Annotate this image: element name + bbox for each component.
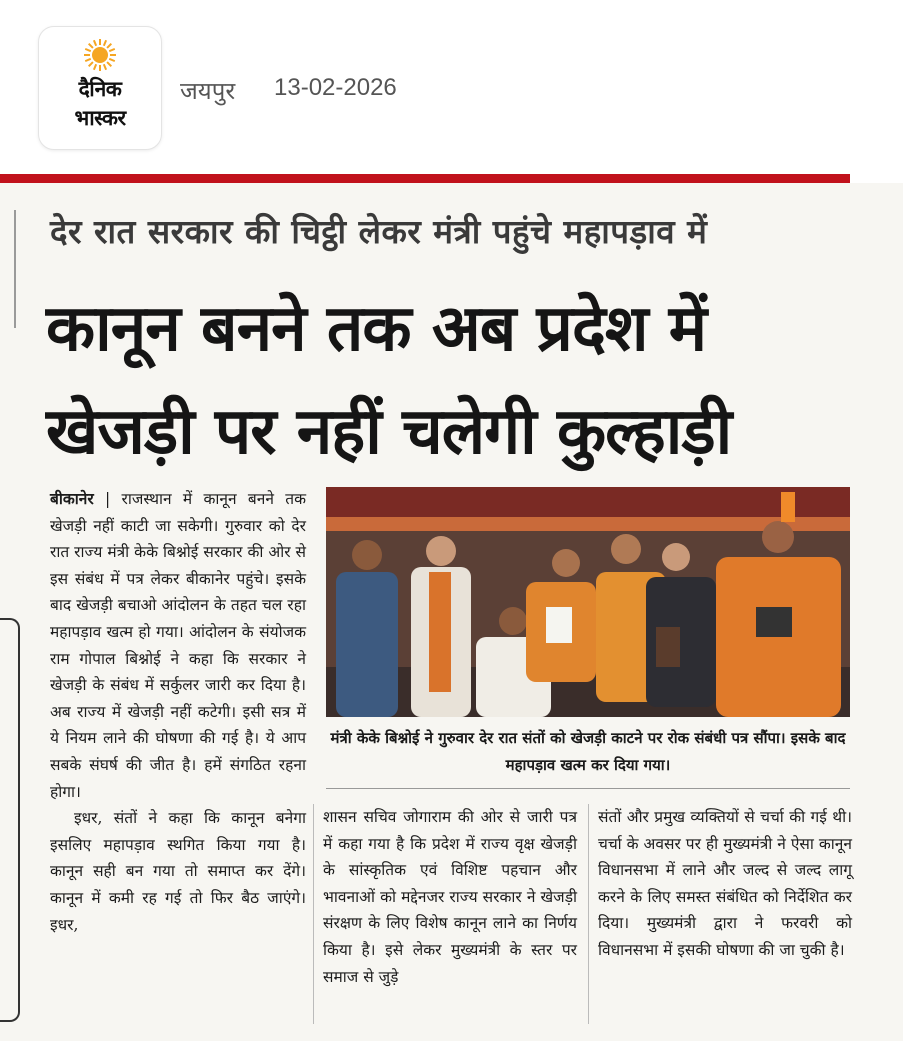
logo-text-dainik: दैनिक (78, 77, 122, 101)
article-column-3: संतों और प्रमुख व्यक्तियों से चर्चा की गई थी। चर्चा के अवसर पर ही मुख्यमंत्री ने ऐसा कानून विधानसभा में लाने और जल्द से जल्द लागू करने के लिए समस्त संबंधित को निर्देशित कर दिया। मुख्यमंत्री द्वारा ने फरवरी को विधानसभा में इसकी घोषणा की जा चुकी है। (598, 808, 852, 959)
article-headline-line1: कानून बनने तक अब प्रदेश में (46, 292, 707, 366)
news-photo (326, 487, 850, 717)
column-divider-1 (313, 804, 314, 1024)
article-column-1 (50, 486, 306, 938)
column1-paragraph2: इधर, संतों ने कहा कि कानून बनेगा इसलिए महापड़ाव स्थगित किया गया है। कानून सही बन गया तो समाप्त कर देंगे। कानून में कमी रह गई तो फिर बैठ जाएंगे। इधर, (50, 809, 306, 934)
article-dateline: बीकानेर (50, 490, 94, 508)
photo-caption: मंत्री केके बिश्नोई ने गुरुवार देर रात संतों को खेजड़ी काटने पर रोक संबंधी पत्र सौंपा। इसके बाद महापड़ाव खत्म कर दिया गया। (330, 729, 846, 774)
header-red-rule (0, 174, 850, 183)
column1-paragraph1: राजस्थान में कानून बनने तक खेजड़ी नहीं काटी जा सकेगी। गुरुवार को देर रात राज्य मंत्री केके बिश्नोई सरकार की ओर से इस संबंध में पत्र लेकर बीकानेर पहुंचे। इसके बाद खेजड़ी बचाओ आंदोलन के तहत चल रहा महापड़ाव खत्म हो गया। आंदोलन के संयोजक राम गोपाल बिश्नोई ने कहा कि सरकार ने खेजड़ी के संबंध में सर्कुलर जारी कर दिया है। अब राज्य में खेजड़ी नहीं कटेगी। इसी सत्र में ये नियम लाने की घोषणा की गई है। ये आप सबके संघर्ष की जीत है। हमें संगठित रहना होगा। (50, 490, 306, 801)
app-header (0, 0, 903, 170)
news-photo-illustration (326, 487, 850, 717)
article-column-2: शासन सचिव जोगाराम की ओर से जारी पत्र में कहा गया है कि प्रदेश में राज्य वृक्ष खेजड़ी के सांस्कृतिक एवं विशिष्ट पहचान और भावनाओं को मद्देनजर राज्य सरकार ने खेजड़ी संरक्षण के लिए विशेष कानून लाने का निर्णय किया है। इसे लेकर मुख्यमंत्री के स्तर पर समाज से जुड़े (323, 808, 577, 986)
article-kicker: देर रात सरकार की चिट्ठी लेकर मंत्री पहुंचे महापड़ाव में (50, 212, 708, 251)
adjacent-box-edge (0, 618, 20, 1022)
edition-city: जयपुर (180, 77, 236, 105)
article-headline-line2: खेजड़ी पर नहीं चलेगी कुल्हाड़ी (46, 395, 732, 469)
caption-divider (326, 788, 850, 789)
logo-text-bhaskar: भास्कर (74, 106, 126, 130)
dateline-separator: | (93, 490, 122, 508)
adjacent-column-edge (0, 210, 16, 328)
edition-date: 13-02-2026 (274, 74, 397, 101)
sun-icon (84, 39, 116, 71)
column-divider-2 (588, 804, 589, 1024)
dainik-bhaskar-logo[interactable] (38, 26, 162, 150)
